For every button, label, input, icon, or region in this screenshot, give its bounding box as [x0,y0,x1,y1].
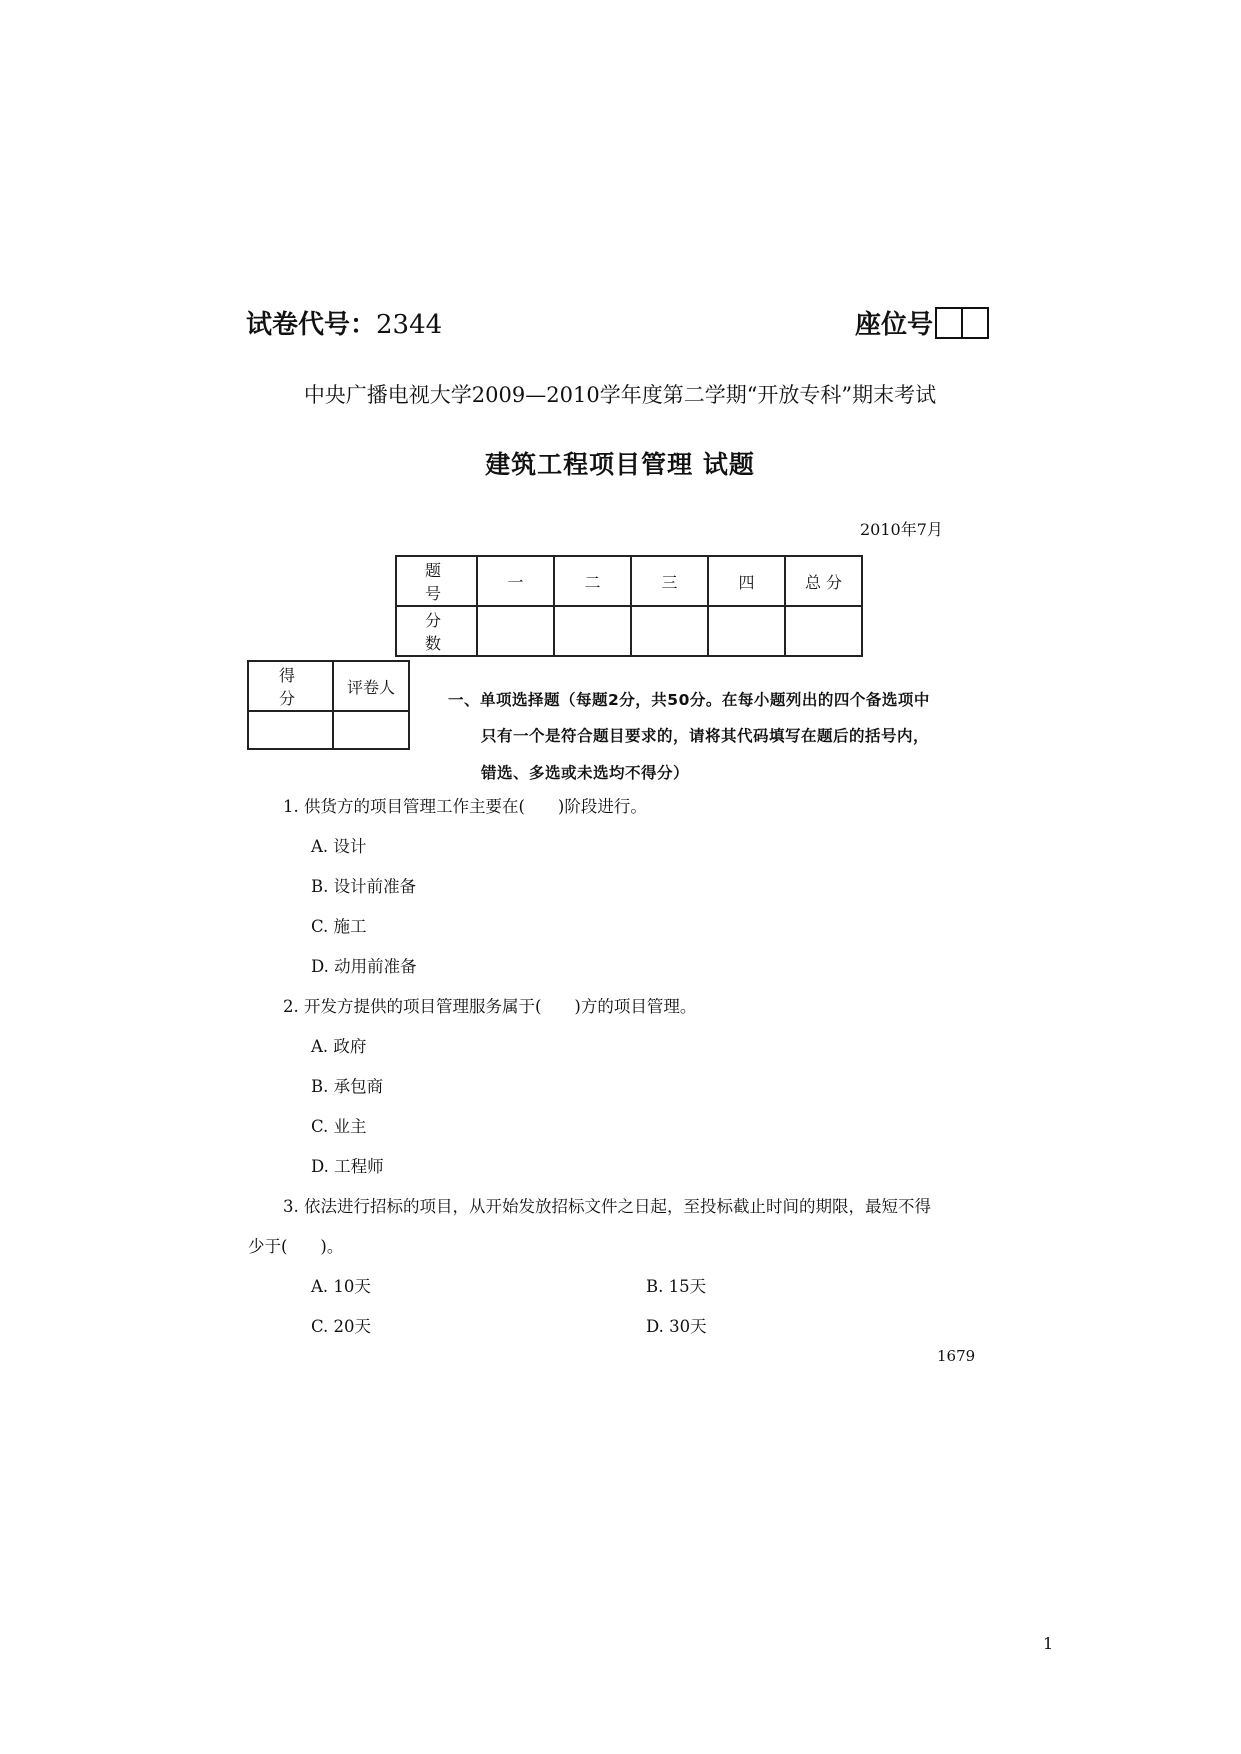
option-item: B. 承包商 [311,1077,384,1096]
grader-table-header: 得 分 [248,661,333,711]
score-table-cell: 一 [477,556,554,606]
exam-date: 2010年7月 [860,520,943,539]
question-2: 2. 开发方提供的项目管理服务属于( )方的项目管理。 [283,997,697,1016]
exam-title: 建筑工程项目管理 试题 [485,450,755,479]
option-item: C. 业主 [311,1117,367,1136]
section-instructions: 错选、多选或未选均不得分） [481,764,690,782]
seat-number [855,304,989,341]
score-table-cell: 题 号 [396,556,477,606]
option-item: C. 20天 [311,1317,372,1336]
score-entry-cell[interactable] [631,606,708,656]
seat-label: 座位号 [855,310,934,340]
score-table-cell: 分 数 [396,606,477,656]
score-table-cell: 总 分 [785,556,862,606]
option-item: D. 工程师 [311,1157,384,1176]
question-3-continued: 少于( )。 [248,1237,344,1256]
score-table-score-row [396,606,862,656]
score-table-header-row [396,556,862,606]
option-item: D. 动用前准备 [311,957,417,976]
page-number: 1 [1043,1634,1054,1653]
grader-table [247,660,410,750]
option-item: A. 设计 [311,837,367,856]
paper-code-value: 2344 [376,310,443,340]
score-table [395,555,863,657]
option-item: C. 施工 [311,917,367,936]
paper-code [246,304,442,341]
score-table-cell: 三 [631,556,708,606]
score-entry-cell[interactable] [785,606,862,656]
option-item: A. 10天 [311,1277,371,1296]
section-instructions: 只有一个是符合题目要求的，请将其代码填写在题后的括号内， [481,727,930,745]
grader-entry-cell[interactable] [333,711,409,749]
seat-boxes [935,307,989,339]
score-table-cell: 四 [708,556,785,606]
option-item: B. 15天 [646,1277,707,1296]
option-item: A. 政府 [311,1037,367,1056]
page-code: 1679 [937,1347,976,1365]
section-heading: 一、单项选择题（每题2分，共50分。在每小题列出的四个备选项中 [448,691,930,709]
score-table-cell: 二 [554,556,631,606]
score-entry-cell[interactable] [554,606,631,656]
option-item: D. 30天 [646,1317,707,1336]
score-entry-cell[interactable] [708,606,785,656]
institution-title: 中央广播电视大学2009—2010学年度第二学期“开放专科”期末考试 [303,383,937,407]
grader-table-header: 评卷人 [333,661,409,711]
question-3: 3. 依法进行招标的项目，从开始发放招标文件之日起，至投标截止时间的期限，最短不得 [283,1197,931,1216]
grader-entry-cell[interactable] [248,711,333,749]
question-1: 1. 供货方的项目管理工作主要在( )阶段进行。 [283,797,647,816]
paper-code-label: 试卷代号： [246,310,377,340]
score-entry-cell[interactable] [477,606,554,656]
option-item: B. 设计前准备 [311,877,417,896]
